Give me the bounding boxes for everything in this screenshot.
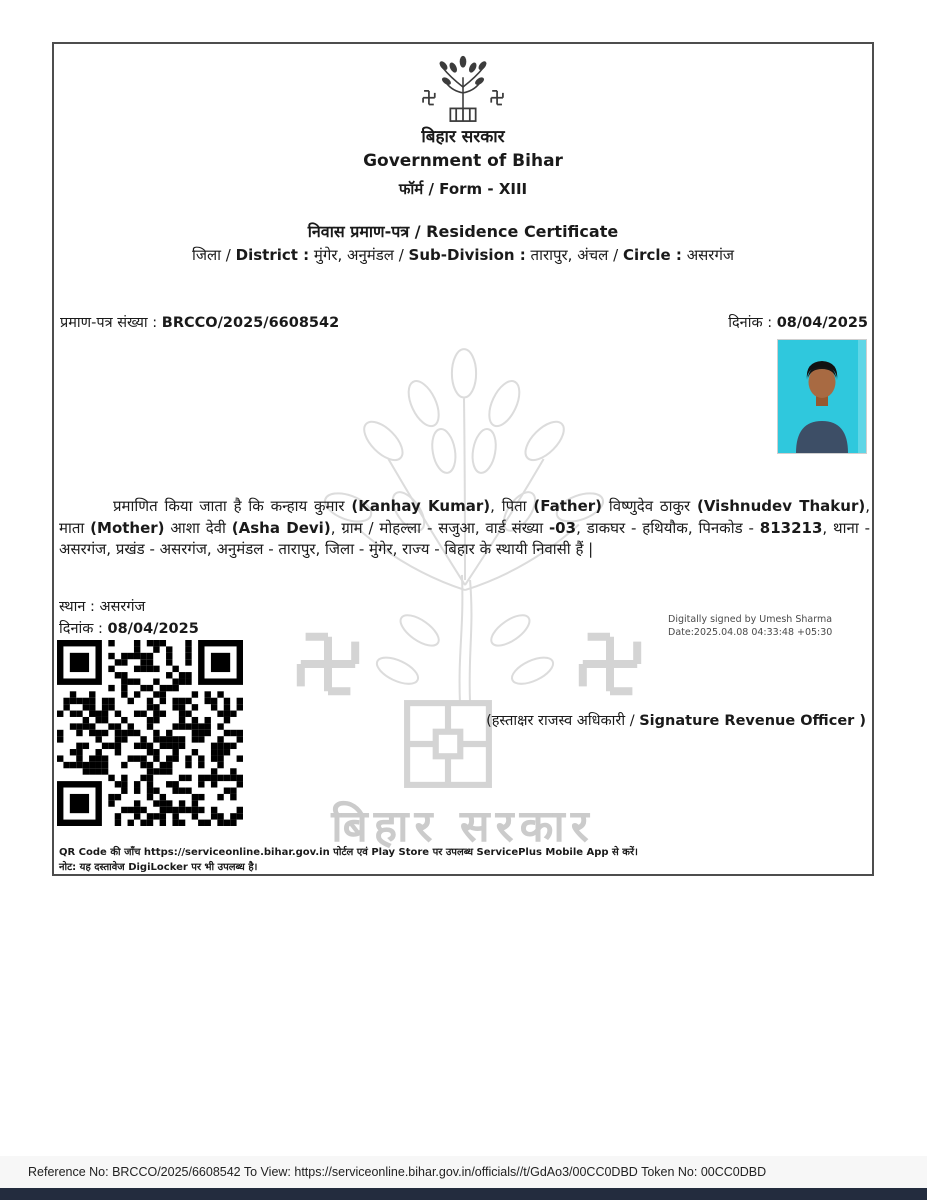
- watermark-text: बिहार सरकार: [331, 801, 595, 852]
- bihar-emblem-icon: [419, 50, 507, 124]
- certificate-body-text: प्रमाणित किया जाता है कि कन्हाय कुमार (Kanhay Kumar), पिता (Father) विष्णुदेव ठाकुर (Vishnudev Thakur), माता (Mother) आशा देवी (Asha Devi), ग्राम / मोहल्ला - सजुआ, वार्ड संख्या -03, डाकघर - हथियौक, पिनकोड - 813213, थाना - असरगंज, प्रखंड - असरगंज, अनुमंडल - तारापुर, जिला - मुंगेर, राज्य - बिहार के स्थायी निवासी हैं |: [59, 497, 871, 558]
- form-number: फॉर्म / Form - XIII: [398, 180, 528, 198]
- revenue-officer-caption: (हस्ताक्षर राजस्व अधिकारी / Signature Revenue Officer ): [486, 713, 866, 729]
- district-subdivision-circle-line: जिला / District : मुंगेर, अनुमंडल / Sub-Division : तारापुर, अंचल / Circle : असरगंज: [191, 246, 735, 264]
- digital-signature-line1: Digitally signed by Umesh Sharma: [668, 614, 833, 625]
- digital-signature-line2: Date:2025.04.08 04:33:48 +05:30: [668, 626, 833, 638]
- footer-reference-line: Reference No: BRCCO/2025/6608542 To View: https://serviceonline.bihar.gov.in/officials//t/GdAo3/00CC0DBD Token No: 00CC0DBD: [28, 1165, 767, 1179]
- document-title: निवास प्रमाण-पत्र / Residence Certificate: [307, 222, 619, 241]
- residence-certificate: [52, 42, 874, 876]
- swastika-icon: [296, 632, 360, 696]
- place-line: स्थान : असरगंज: [59, 599, 146, 615]
- qr-code: [57, 640, 243, 826]
- certificate-meta-row: [60, 312, 868, 332]
- digilocker-note: नोट: यह दस्तावेज DigiLocker पर भी उपलब्ध है।: [59, 862, 258, 873]
- org-name-hindi: बिहार सरकार: [421, 127, 505, 147]
- footer-strip: [0, 1156, 927, 1188]
- certificate-number: प्रमाण-पत्र संख्या : BRCCO/2025/6608542: [60, 315, 340, 331]
- footer-bar: [0, 1188, 927, 1200]
- watermark-emblem-icon: [402, 698, 494, 790]
- signing-date-line: दिनांक : 08/04/2025: [59, 621, 199, 637]
- applicant-photo: [778, 340, 866, 453]
- swastika-icon: [578, 632, 642, 696]
- digital-signature-text: [668, 614, 832, 639]
- org-name-english: Government of Bihar: [363, 151, 563, 171]
- qr-verification-note: QR Code की जाँच https://serviceonline.bihar.gov.in पोर्टल एवं Play Store पर उपलब्ध ServicePlus Mobile App से करें।: [59, 847, 638, 858]
- issue-date: दिनांक : 08/04/2025: [728, 315, 868, 331]
